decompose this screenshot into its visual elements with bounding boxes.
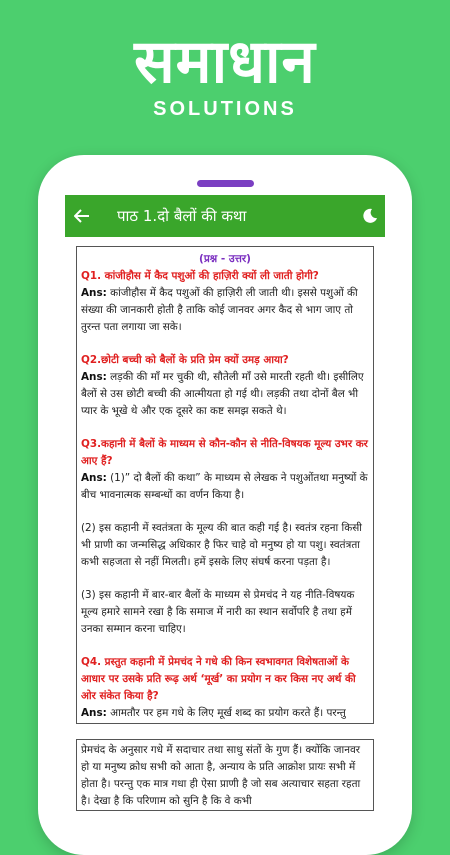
answer-label: Ans:	[81, 472, 107, 484]
answer-3-part-3: (3) इस कहानी में बार-बार बैलों के माध्यम से प्रेमचंद ने यह नीति-विषयक मूल्य हमारे सामने रखा है कि समाज में नारी का स्थान सर्वोपरि है तथा हमें उनका सम्मान करना चाहिए।	[81, 589, 355, 635]
app-bar	[65, 195, 385, 237]
hero-title: समाधान	[134, 27, 316, 97]
qa-content-card[interactable]	[76, 246, 374, 724]
answer-1-text: कांजीहौस में कैद पशुओं की हाज़िरी ली जाती थी। इससे पशुओं की संख्या की जानकारी होती है ताकि कोई जानवर अगर कैद से भाग जाए तो तुरन्त पता लगाया जा सके।	[81, 287, 358, 333]
answer-label: Ans:	[81, 707, 107, 719]
question-2: Q2.छोटी बच्ची को बैलों के प्रति प्रेम क्यों उमड़ आया?	[81, 354, 289, 366]
answer-4	[81, 705, 369, 722]
hero-subtitle: SOLUTIONS	[153, 98, 297, 120]
answer-3-part-1-text: (1)” दो बैलों की कथा” के माध्यम से लेखक ने पशुओंतथा मनुष्यों के बीच भावनात्मक सम्बन्धों का वर्णन किया है।	[81, 472, 368, 501]
continuation-text: प्रेमचंद के अनुसार गधे में सदाचार तथा साधु संतों के गुण हैं। क्योंकि जानवर हो या मनुष्य क्रोध सभी को आता है, अन्याय के प्रति आक्रोश प्रायः सभी में होता है। परन्तु एक मात्र गधा ही ऐसा प्राणी है जो सब अत्याचार सहता रहता है। देखा है कि परिणाम को सुनि है कि वे कभी	[81, 744, 361, 807]
answer-label: Ans:	[81, 371, 107, 383]
question-block	[81, 352, 369, 420]
answer-3-part-1	[81, 470, 369, 504]
question-3: Q3.कहानी में बैलों के माध्यम से कौन-कौन से नीति-विषयक मूल्य उभर कर आए हैं?	[81, 438, 368, 467]
answer-1	[81, 285, 369, 336]
arrow-left-icon[interactable]	[65, 195, 99, 237]
question-block	[81, 654, 369, 722]
moon-icon[interactable]	[355, 195, 385, 237]
app-title: पाठ 1.दो बैलों की कथा	[117, 207, 247, 225]
answer-2	[81, 369, 369, 420]
qa-heading: (प्रश्न - उत्तर)	[199, 253, 251, 265]
question-1: Q1. कांजीहौस में कैद पशुओं की हाज़िरी क्यों ली जाती होगी?	[81, 270, 319, 282]
answer-4-text: आमतौर पर हम गधे के लिए मूर्ख शब्द का प्रयोग करते हैं। परन्तु	[110, 707, 346, 719]
question-block	[81, 268, 369, 336]
question-4: Q4. प्रस्तुत कहानी में प्रेमचंद ने गधे की किन स्वभावगत विशेषताओं के आधार पर उसके प्रति रूढ़ अर्थ ‘मूर्ख’ का प्रयोग न कर किस नए अर्थ की ओर संकेत किया है?	[81, 656, 356, 702]
phone-notch	[197, 180, 254, 187]
question-block	[81, 436, 369, 504]
answer-3-part-2: (2) इस कहानी में स्वतंत्रता के मूल्य की बात कही गई है। स्वतंत्र रहना किसी भी प्राणी का जन्मसिद्ध अधिकार है फिर चाहे वो मनुष्य हो या पशु। स्वतंत्रता कभी सहजता से नहीं मिलती। हमें इसके लिए संघर्ष करना पड़ता है।	[81, 522, 362, 568]
answer-2-text: लड़की की माँ मर चुकी थी, सौतेली माँ उसे मारती रहती थी। इसीलिए बैलों से उस छोटी बच्ची की आत्मीयता हो गई थी। लड़की तथा दोनों बैल भी प्यार के भूखे थे और एक दूसरे का कष्ट समझ सकते थे।	[81, 371, 364, 417]
continuation-card[interactable]	[76, 739, 374, 811]
answer-label: Ans:	[81, 287, 107, 299]
